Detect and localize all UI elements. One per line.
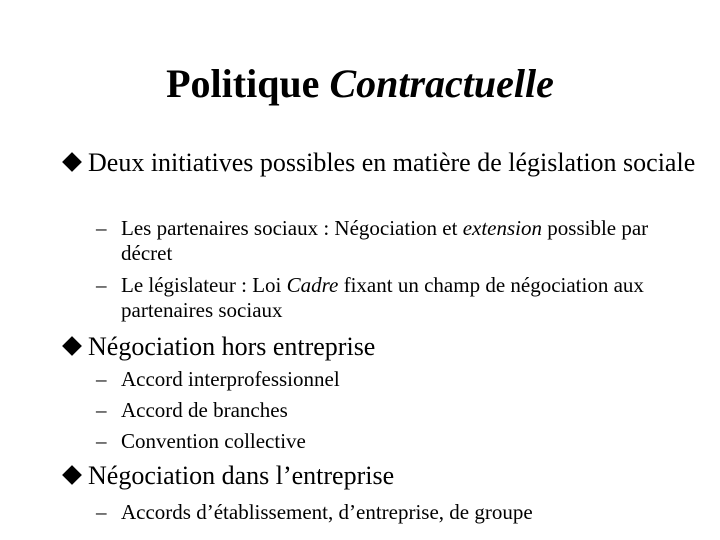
- diamond-bullet-icon: [62, 152, 82, 172]
- diamond-bullet-icon: [62, 336, 82, 356]
- title-italic-part: Contractuelle: [329, 61, 554, 106]
- sub-text-emphasis: Cadre: [286, 273, 339, 297]
- sub-item-convention-collective: [96, 429, 681, 454]
- sub-text: Convention collective: [121, 429, 306, 453]
- dash-glyph: –: [96, 216, 107, 240]
- bullet-item-initiatives: [62, 148, 708, 178]
- dash-glyph: –: [96, 500, 107, 524]
- sub-text-before: Les partenaires sociaux : Négociation et: [121, 216, 463, 240]
- diamond-bullet-icon: [62, 465, 82, 485]
- bullet-item-hors-entreprise: [62, 332, 708, 362]
- sub-text-after: possible par décret: [121, 216, 649, 265]
- dash-glyph: –: [96, 273, 107, 297]
- bullet-text: Deux initiatives possibles en matière de législation sociale: [88, 148, 696, 177]
- sub-item-legislateur: [96, 273, 681, 323]
- sub-item-accord-interprofessionnel: [96, 367, 681, 392]
- sub-item-accord-branches: [96, 398, 681, 423]
- bullet-item-dans-entreprise: [62, 461, 708, 491]
- bullet-text: Négociation dans l’entreprise: [88, 461, 395, 490]
- sub-text-emphasis: extension: [462, 216, 543, 240]
- sub-item-partenaires: [96, 216, 681, 266]
- title-bold-part: Politique: [166, 61, 320, 106]
- bullet-text: Négociation hors entreprise: [88, 332, 376, 361]
- sub-item-accords-etablissement: [96, 500, 681, 525]
- sub-text: Accord interprofessionnel: [121, 367, 340, 391]
- sub-text: Accord de branches: [121, 398, 288, 422]
- sub-text: Accords d’établissement, d’entreprise, de groupe: [121, 500, 533, 524]
- dash-glyph: –: [96, 398, 107, 422]
- dash-glyph: –: [96, 367, 107, 391]
- sub-text-after: fixant un champ de négociation aux partenaires sociaux: [121, 273, 644, 322]
- dash-glyph: –: [96, 429, 107, 453]
- sub-text-before: Le législateur : Loi: [121, 273, 287, 297]
